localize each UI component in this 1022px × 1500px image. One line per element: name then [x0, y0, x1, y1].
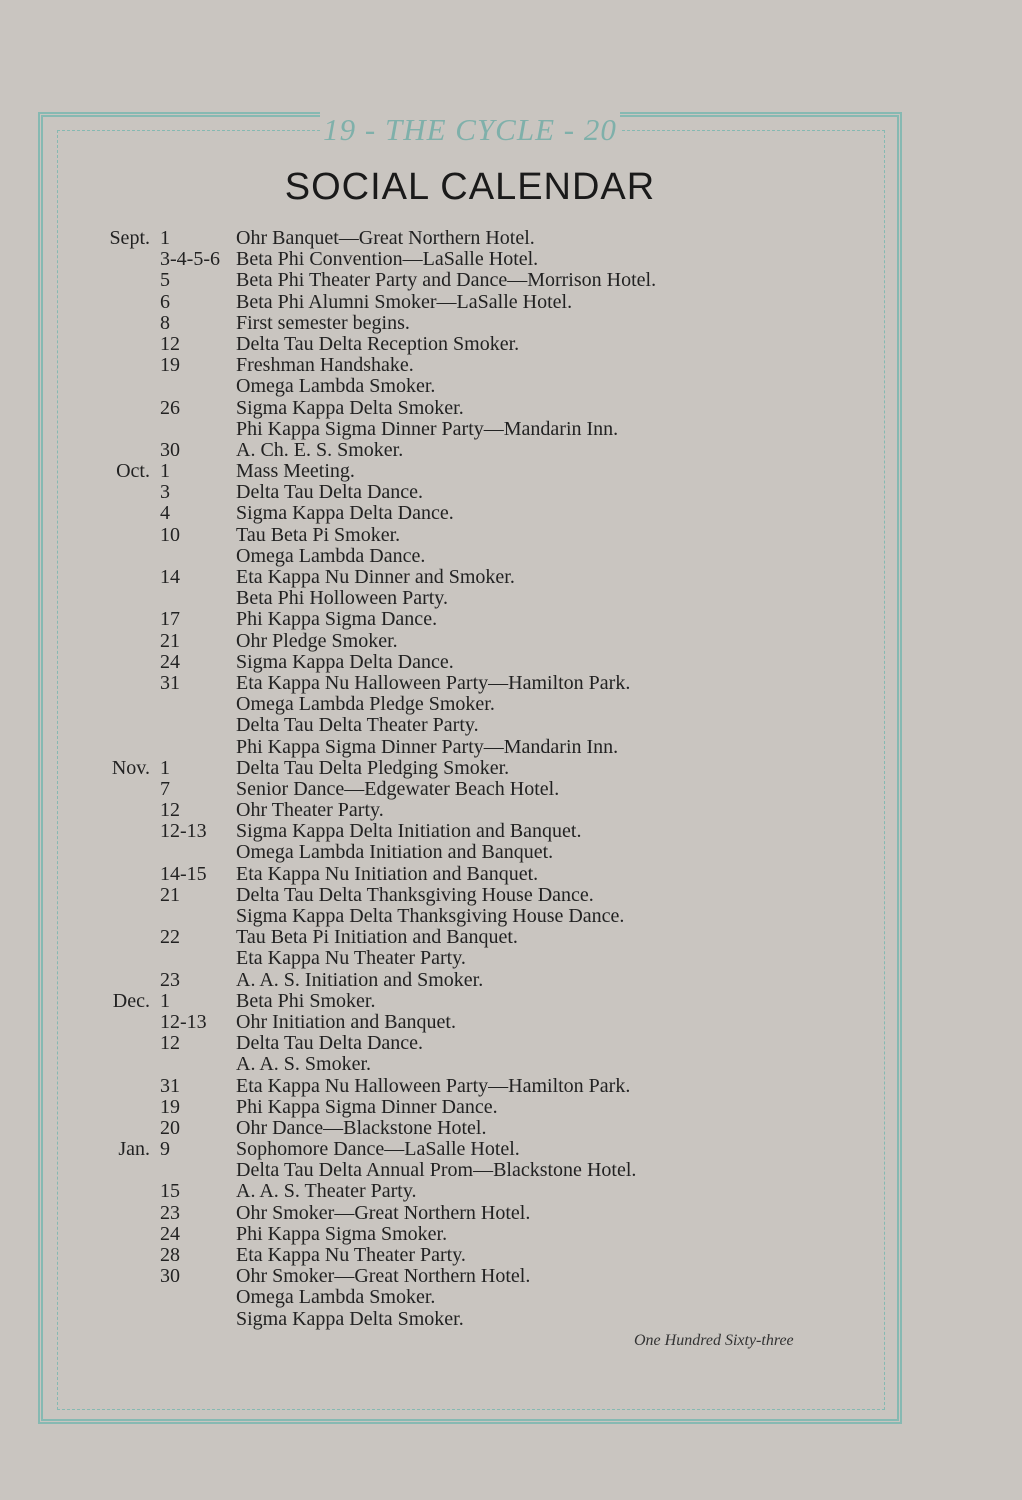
calendar-entry — [0, 652, 1022, 673]
entry-event: Phi Kappa Sigma Smoker. — [236, 1222, 448, 1245]
entry-date: 14 — [160, 566, 180, 588]
calendar-entry — [0, 715, 1022, 736]
entry-date: 30 — [160, 438, 180, 461]
calendar-entry — [0, 970, 1022, 991]
calendar-entry — [0, 1181, 1022, 1202]
entry-event: Delta Tau Delta Dance. — [236, 481, 424, 504]
entry-event: Ohr Smoker—Great Northern Hotel. — [236, 1265, 531, 1288]
calendar-entry — [0, 1245, 1022, 1266]
entry-date: 4 — [160, 502, 170, 525]
calendar-entry — [0, 292, 1022, 313]
entry-date: 12-13 — [160, 820, 207, 843]
entry-event: Senior Dance—Edgewater Beach Hotel. — [236, 777, 560, 800]
entry-event: Eta Kappa Nu Halloween Party—Hamilton Park. — [236, 671, 631, 694]
entry-event: A. Ch. E. S. Smoker. — [236, 438, 404, 461]
entry-event: Sigma Kappa Delta Smoker. — [236, 396, 464, 419]
entry-event: A. A. S. Smoker. — [236, 1053, 372, 1076]
calendar-entry — [0, 1160, 1022, 1181]
entry-event: Eta Kappa Nu Initiation and Banquet. — [236, 862, 539, 885]
entry-date: 1 — [160, 227, 170, 249]
entry-event: Omega Lambda Dance. — [236, 544, 426, 567]
entry-month: Sept. — [109, 227, 150, 249]
entry-date: 15 — [160, 1180, 180, 1203]
entry-event: Phi Kappa Sigma Dance. — [236, 608, 438, 631]
entry-event: Ohr Initiation and Banquet. — [236, 1010, 456, 1033]
calendar-entry — [0, 588, 1022, 609]
calendar-entry — [0, 398, 1022, 419]
entry-event: Delta Tau Delta Theater Party. — [236, 714, 479, 737]
calendar-entry — [0, 758, 1022, 779]
entry-event: Delta Tau Delta Thanksgiving House Dance. — [236, 883, 594, 906]
entry-date: 3-4-5-6 — [160, 248, 220, 271]
entry-event: Eta Kappa Nu Halloween Party—Hamilton Park. — [236, 1074, 631, 1097]
calendar-entry — [0, 737, 1022, 758]
entry-date: 21 — [160, 883, 180, 906]
calendar-entry — [0, 800, 1022, 821]
entry-event: Phi Kappa Sigma Dinner Dance. — [236, 1095, 498, 1118]
entry-event: Omega Lambda Smoker. — [236, 1286, 436, 1309]
calendar-entry — [0, 1266, 1022, 1287]
calendar-entry — [0, 355, 1022, 376]
entry-event: Omega Lambda Initiation and Banquet. — [236, 841, 554, 864]
entry-date: 12 — [160, 799, 180, 822]
entry-event: Beta Phi Smoker. — [236, 989, 376, 1012]
calendar-entry — [0, 821, 1022, 842]
entry-date: 24 — [160, 1222, 180, 1245]
entry-date: 12-13 — [160, 1010, 207, 1033]
entry-date: 6 — [160, 290, 170, 313]
page-number: One Hundred Sixty-three — [634, 1332, 794, 1349]
entry-event: Sigma Kappa Delta Smoker. — [236, 1307, 464, 1330]
entry-event: Tau Beta Pi Initiation and Banquet. — [236, 926, 518, 949]
entry-date: 1 — [160, 989, 170, 1012]
calendar-entry — [0, 228, 1022, 249]
entry-date: 5 — [160, 269, 170, 292]
entry-date: 19 — [160, 354, 180, 377]
entry-event: Ohr Dance—Blackstone Hotel. — [236, 1116, 487, 1139]
entry-event: Ohr Theater Party. — [236, 799, 384, 822]
calendar-entry — [0, 1033, 1022, 1054]
entry-date: 9 — [160, 1138, 170, 1161]
running-head: 19 - THE CYCLE - 20 — [323, 112, 617, 147]
calendar-entry — [0, 440, 1022, 461]
calendar-entry — [0, 1203, 1022, 1224]
entry-date: 10 — [160, 523, 180, 546]
entry-event: Beta Phi Holloween Party. — [236, 587, 449, 610]
calendar-entry — [0, 313, 1022, 334]
entry-date: 22 — [160, 926, 180, 949]
calendar-entry — [0, 842, 1022, 863]
entry-date: 24 — [160, 650, 180, 673]
calendar-list — [0, 228, 1022, 1330]
entry-date: 7 — [160, 777, 170, 800]
entry-month: Jan. — [118, 1138, 150, 1161]
entry-date: 23 — [160, 968, 180, 991]
entry-month: Dec. — [112, 989, 150, 1012]
page-title: SOCIAL CALENDAR — [284, 166, 656, 208]
calendar-entry — [0, 1309, 1022, 1330]
entry-event: Eta Kappa Nu Dinner and Smoker. — [236, 566, 515, 588]
calendar-entry — [0, 991, 1022, 1012]
calendar-entry — [0, 334, 1022, 355]
entry-event: Sigma Kappa Delta Dance. — [236, 650, 454, 673]
calendar-entry — [0, 482, 1022, 503]
calendar-entry — [0, 779, 1022, 800]
entry-event: Phi Kappa Sigma Dinner Party—Mandarin Inn. — [236, 735, 619, 758]
calendar-entry — [0, 1224, 1022, 1245]
entry-event: Sigma Kappa Delta Thanksgiving House Dance. — [236, 905, 625, 927]
calendar-entry — [0, 694, 1022, 715]
calendar-entry — [0, 631, 1022, 652]
calendar-entry — [0, 1054, 1022, 1075]
entry-event: Omega Lambda Smoker. — [236, 375, 436, 398]
entry-date: 23 — [160, 1201, 180, 1224]
entry-date: 17 — [160, 608, 180, 631]
calendar-entry — [0, 546, 1022, 567]
entry-date: 8 — [160, 311, 170, 334]
entry-event: A. A. S. Initiation and Smoker. — [236, 968, 484, 991]
calendar-entry — [0, 864, 1022, 885]
entry-event: Beta Phi Theater Party and Dance—Morrison Hotel. — [236, 269, 657, 292]
entry-event: Beta Phi Alumni Smoker—LaSalle Hotel. — [236, 290, 573, 313]
calendar-entry — [0, 461, 1022, 482]
entry-date: 31 — [160, 1074, 180, 1097]
calendar-entry — [0, 609, 1022, 630]
calendar-entry — [0, 249, 1022, 270]
entry-date: 12 — [160, 332, 180, 355]
entry-event: Phi Kappa Sigma Dinner Party—Mandarin Inn. — [236, 417, 619, 440]
calendar-entry — [0, 1012, 1022, 1033]
calendar-entry — [0, 419, 1022, 440]
entry-event: Freshman Handshake. — [236, 354, 414, 377]
entry-event: Omega Lambda Pledge Smoker. — [236, 693, 495, 716]
entry-event: Sigma Kappa Delta Initiation and Banquet. — [236, 820, 582, 843]
calendar-entry — [0, 567, 1022, 588]
entry-date: 30 — [160, 1265, 180, 1288]
entry-date: 3 — [160, 481, 170, 504]
entry-date: 1 — [160, 756, 170, 779]
calendar-entry — [0, 1287, 1022, 1308]
entry-event: A. A. S. Theater Party. — [236, 1180, 417, 1203]
entry-event: Sigma Kappa Delta Dance. — [236, 502, 454, 525]
entry-event: Delta Tau Delta Annual Prom—Blackstone Hotel. — [236, 1159, 637, 1182]
entry-event: Eta Kappa Nu Theater Party. — [236, 947, 466, 970]
calendar-entry — [0, 1076, 1022, 1097]
calendar-entry — [0, 906, 1022, 927]
entry-date: 14-15 — [160, 862, 207, 885]
entry-date: 20 — [160, 1116, 180, 1139]
calendar-entry — [0, 948, 1022, 969]
entry-date: 28 — [160, 1244, 180, 1266]
entry-event: Mass Meeting. — [236, 460, 355, 483]
entry-event: First semester begins. — [236, 311, 410, 334]
entry-event: Tau Beta Pi Smoker. — [236, 523, 401, 546]
calendar-entry — [0, 885, 1022, 906]
entry-event: Delta Tau Delta Dance. — [236, 1032, 424, 1055]
calendar-entry — [0, 1139, 1022, 1160]
entry-date: 21 — [160, 629, 180, 652]
calendar-entry — [0, 376, 1022, 397]
entry-event: Sophomore Dance—LaSalle Hotel. — [236, 1138, 520, 1161]
entry-date: 26 — [160, 396, 180, 419]
entry-date: 12 — [160, 1032, 180, 1055]
calendar-entry — [0, 525, 1022, 546]
entry-date: 1 — [160, 460, 170, 483]
entry-month: Nov. — [111, 756, 150, 779]
entry-event: Ohr Smoker—Great Northern Hotel. — [236, 1201, 531, 1224]
calendar-entry — [0, 1097, 1022, 1118]
entry-event: Ohr Pledge Smoker. — [236, 629, 398, 652]
calendar-entry — [0, 673, 1022, 694]
entry-event: Beta Phi Convention—LaSalle Hotel. — [236, 248, 539, 271]
calendar-entry — [0, 1118, 1022, 1139]
entry-event: Delta Tau Delta Reception Smoker. — [236, 332, 520, 355]
entry-event: Delta Tau Delta Pledging Smoker. — [236, 756, 510, 779]
calendar-entry — [0, 270, 1022, 291]
calendar-entry — [0, 503, 1022, 524]
entry-event: Ohr Banquet—Great Northern Hotel. — [236, 227, 535, 249]
calendar-entry — [0, 927, 1022, 948]
entry-date: 19 — [160, 1095, 180, 1118]
entry-month: Oct. — [116, 460, 150, 483]
entry-event: Eta Kappa Nu Theater Party. — [236, 1244, 466, 1266]
entry-date: 31 — [160, 671, 180, 694]
